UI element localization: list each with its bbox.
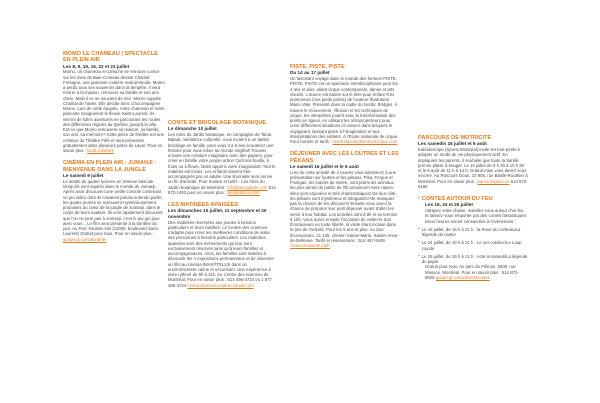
event-dates: Les dimanches 10 juillet, 11 septembre et 20 novembre <box>168 208 267 219</box>
bullet-icon: • <box>418 252 420 259</box>
event-description: Des matinées réservées aux jeunes à besoins particuliers et leurs familles. Le Centre des sciences s'adapte pour créer les meilleures conditions de visite des personnes à besoins particuliers. Les matinées apaisées sont des événements qui leur sont exclusivement réservés ainsi qu'à leurs familles et accompagnateurs. Ainsi, les familles sont invitées à découvrir les 4 expositions permanentes et de visionner un film au cinéma IMAX®TELUS dans un environnement calme et sécurisant. Une expérience à vivre rythmé de 9h à 11h. Au Centre des sciences de Montréal. Pour en savoir plus : 514 496-4724 ou 1 877 496-4724 centredessciencesdemontreal.com <box>168 219 275 288</box>
event-dates: Du 14 au 17 juillet <box>290 70 330 76</box>
event-intro: Attrapez votre chaise, installez-vous autour d'un feu et laissez-vous emporter par des contes fantastiques! Deux heures seront consacrées à l'événement : <box>425 208 527 224</box>
list-item-text: Le 16 juillet, de 19 h à 21 h : la Roue du corbeau/La légende du castor <box>421 226 521 237</box>
event-dates: Les samedis 16 juillet et 6 août <box>418 141 487 147</box>
column-3 <box>290 64 400 248</box>
list-item <box>418 254 528 265</box>
event-description: Le destin de quatre lycéens en retenue bascule lorsqu'ils sont aspirés dans le monde de Jumanji. Après avoir découvert une vieille console contenant un jeu vidéo dont ils n'avaient jamais entendu parler, les quatre jeunes se retrouvent mystérieusement propulsés au cœur de la jungle de Jumanji, dans le corps de leurs avatars. Ils vont rapidement découvrir que l'on ne joue pas à Jumanji, c'est le jeu qui joue avec vous... Le film sera présenté à la tombée du jour. Au Parc Nicolas-Viel (11000, boulevard Saint-Laurent) Gratuit pour tous. Pour en savoir plus : quope.qc.ca/calendrier <box>63 178 163 242</box>
event-title: MOMO LE CHAMEAU | SPECTACLE EN PLEIN AIR <box>63 51 159 64</box>
list-item <box>418 240 528 251</box>
event-description: Un fascinant voyage dans le monde des formes! PISTE, PISTE, PISTE est un spectacle interdisciplinaire pour les 4 ans et plus, allant cirque contemporain, danse et arts visuels. L'œuvre est basée sur le livre pour enfant Très pointonnes (nos petits points) de l'auteur/ illustrateur Mario Vale. Présenté dans la cadre du Nordic Bridges. À travers le mouvement, l'illusion et les techniques de cirque, les interprètes jouent avec la transformation des points en lignes, en utilisant les rétroprojecteurs pour créer différentes situations et univers dans lesquels le voyageant, laissant place à l'imagination et aux interprétations des enfants. À l'École nationale de cirque. Pour horaire et tarifs : montrealcomplètementcirque.com <box>290 76 399 144</box>
bullet-icon: • <box>418 239 420 246</box>
bullet-icon: • <box>418 225 420 232</box>
event-dates: Le samedi 16 juillet et le 6 août <box>290 164 359 170</box>
event-title: PARCOURS DE MOTRICITÉ <box>418 135 492 141</box>
event-description: Momo, un chameau en peluche se retrouve coincé sur les rives de Baie-Comeau devant Chantal Fortugno, une pancarte routière malcommode. Momo a perdu tous ses souvenirs dans la tempête. Il veut rentrer à la maison, retrouver sa famille et son ami chien. Mais il ne se souvient de rien. Momo suppliie Chantal de l'aider. Elle décide donc d'accompagner Momo. Lors de cette épopée, notre chameau et notre pancarte naviguèrent le fleuve Saint-Laurent. Ils vivront de folles aventures en parcourant les routes des différentes régions du Québec jusqu'à la ville. Est-ce que Momo retrouvera sa maison, sa famille, son ami, sa mémoire? Cette pièce de théâtre est une création du Théâtre Félé et sera présentée gratuitement dans plusieurs parcs de Laval. Pour en savoir plus : laval.ca/loisirs <box>63 69 165 154</box>
event-description: Lors de cette activité de 2 heures vous assisterez à une présentation sur loutres et les pékans. Pika, Fergus et Finnigan, les loutres de rivière, sont parmi les animaux les plus aimés du public de l'Écomuseum! Avec raison : elles sont enjouées et très charismatiques! De leur côté, les pékans sont mystérieux et intriguants! Ne manquez pas la chance de les découvrir! Ensuite vous aurez la chance de préparer leur petit déjeuner avant d'aller les servir à leur habitat. Les activités sont à 8h et se termine à 10h. Vous aurez ensuite l'occasion de visiter le Zoo Écomuseum en toute liberté, la visite étant incluse dans le prix de l'activité. Pour les 5 ans et plus. Au Zoo Écomuseum, 21 125, chemin Sainte-Marie, Sainte-Anne-de-Bellevue. Tarifs et réservations : 514 457-9449 zooecomuseum.ca/fr <box>290 169 399 249</box>
list-item <box>418 227 528 238</box>
event-email-link[interactable]: info@amisjardin.com <box>227 184 268 190</box>
event-description: Les Amis du Jardin botanique, en compagnie de Tania Baladi, médiatrice culturelle, vous invitent à un atelier bricolage en famille, pour vous 3 à 8 ans écouterez une histoire pour vous initier au monde végétal! Trouvez ensuite une créature imaginaire avec des papiers, pour créer en famille votre propre arbre! Qu'il soit feuillu, à fruits ou à fleurs, faites appel à votre imagination! Tout le matériel est inclus. Les enfants doivent être accompagnés par un adulte. Une limonade sera servie en fin d'activité. Pour horaire et tarifs : Les Amis du Jardin botanique de Montréal : info@amisjardin.com 514 872-1493 pour en savoir plus : amisjardin.com/fr <box>168 132 276 195</box>
event-title: PISTE, PISTE, PISTE <box>290 64 345 70</box>
event-link[interactable]: parcoursgoun.ca <box>477 178 510 184</box>
event-link[interactable]: quope.qc.ca/activites/contes <box>435 274 490 280</box>
event-link[interactable]: montrealcomplètementcirque.com <box>332 139 398 144</box>
event-title: CINÉMA EN PLEIN AIR : JUMANJI : BIENVENUE DANS LA JUNGLE <box>63 160 157 173</box>
event-title: LES MATINÉES APAISÉES <box>168 202 239 208</box>
event-description: Gratuit pour tous. Au parc du Pélican, 2500, rue Masson, Montréal. Pour en savoir plus : 514 872-6829 quope.qc.ca/activites/contes <box>425 264 519 280</box>
event-dates: Les 8, 9, 15, 16, 22 et 23 juillet <box>63 63 130 69</box>
event-title: DÉJEUNER AVEC LES LOUTRES ET LES PÉKANS <box>290 151 399 164</box>
column-1 <box>63 51 166 242</box>
list-item-text: Le 25 juillet, de 19 h à 21 h : Acte la samedi/La légende du papin <box>421 253 528 264</box>
list-item-text: Le 24 juillet, de 19 h à 21 h : Le 1er cotoliec/Le Loup coyote <box>421 240 522 251</box>
event-link[interactable]: laval.ca/loisirs <box>87 148 114 154</box>
event-link[interactable]: centredessciencesdemontreal.com <box>187 282 254 288</box>
event-dates: Le samedi 9 juillet <box>63 173 104 179</box>
event-description: Kaléidoscope (Sports Montréal) invite les tout-petits à adopter un mode de vie physiquement actif. En impliquant les parents, il souhaite que toute la famille prenne plaisir à bouger. Le 16 juillet de 9 h 30 à 10 h 30 et le 6 août de 11 h à 14 h. Gratuit mais vous devez vous inscrire. Au Parcours Goun, 10 905, rue Basile-Routhier à Montréal. Pour en savoir plus : parcoursgoun.ca 514 872-6186 <box>418 147 528 189</box>
event-title: CONTE ET BRICOLAGE BOTANIQUE <box>168 120 267 126</box>
event-title: CONTES AUTOUR DU FEU <box>421 196 493 202</box>
event-dates: Le dimanche 10 juillet <box>168 126 217 132</box>
bullet-icon: • <box>418 195 420 201</box>
event-link[interactable]: zooecomuseum.ca/fr <box>290 243 330 249</box>
event-link[interactable]: quope.qc.ca/calendrier <box>63 236 107 242</box>
column-2 <box>168 120 276 288</box>
column-4 <box>418 135 528 280</box>
event-link[interactable]: amisjardin.com/fr <box>227 189 260 195</box>
event-dates: Les 16, 24 et 25 juillet <box>425 202 473 208</box>
